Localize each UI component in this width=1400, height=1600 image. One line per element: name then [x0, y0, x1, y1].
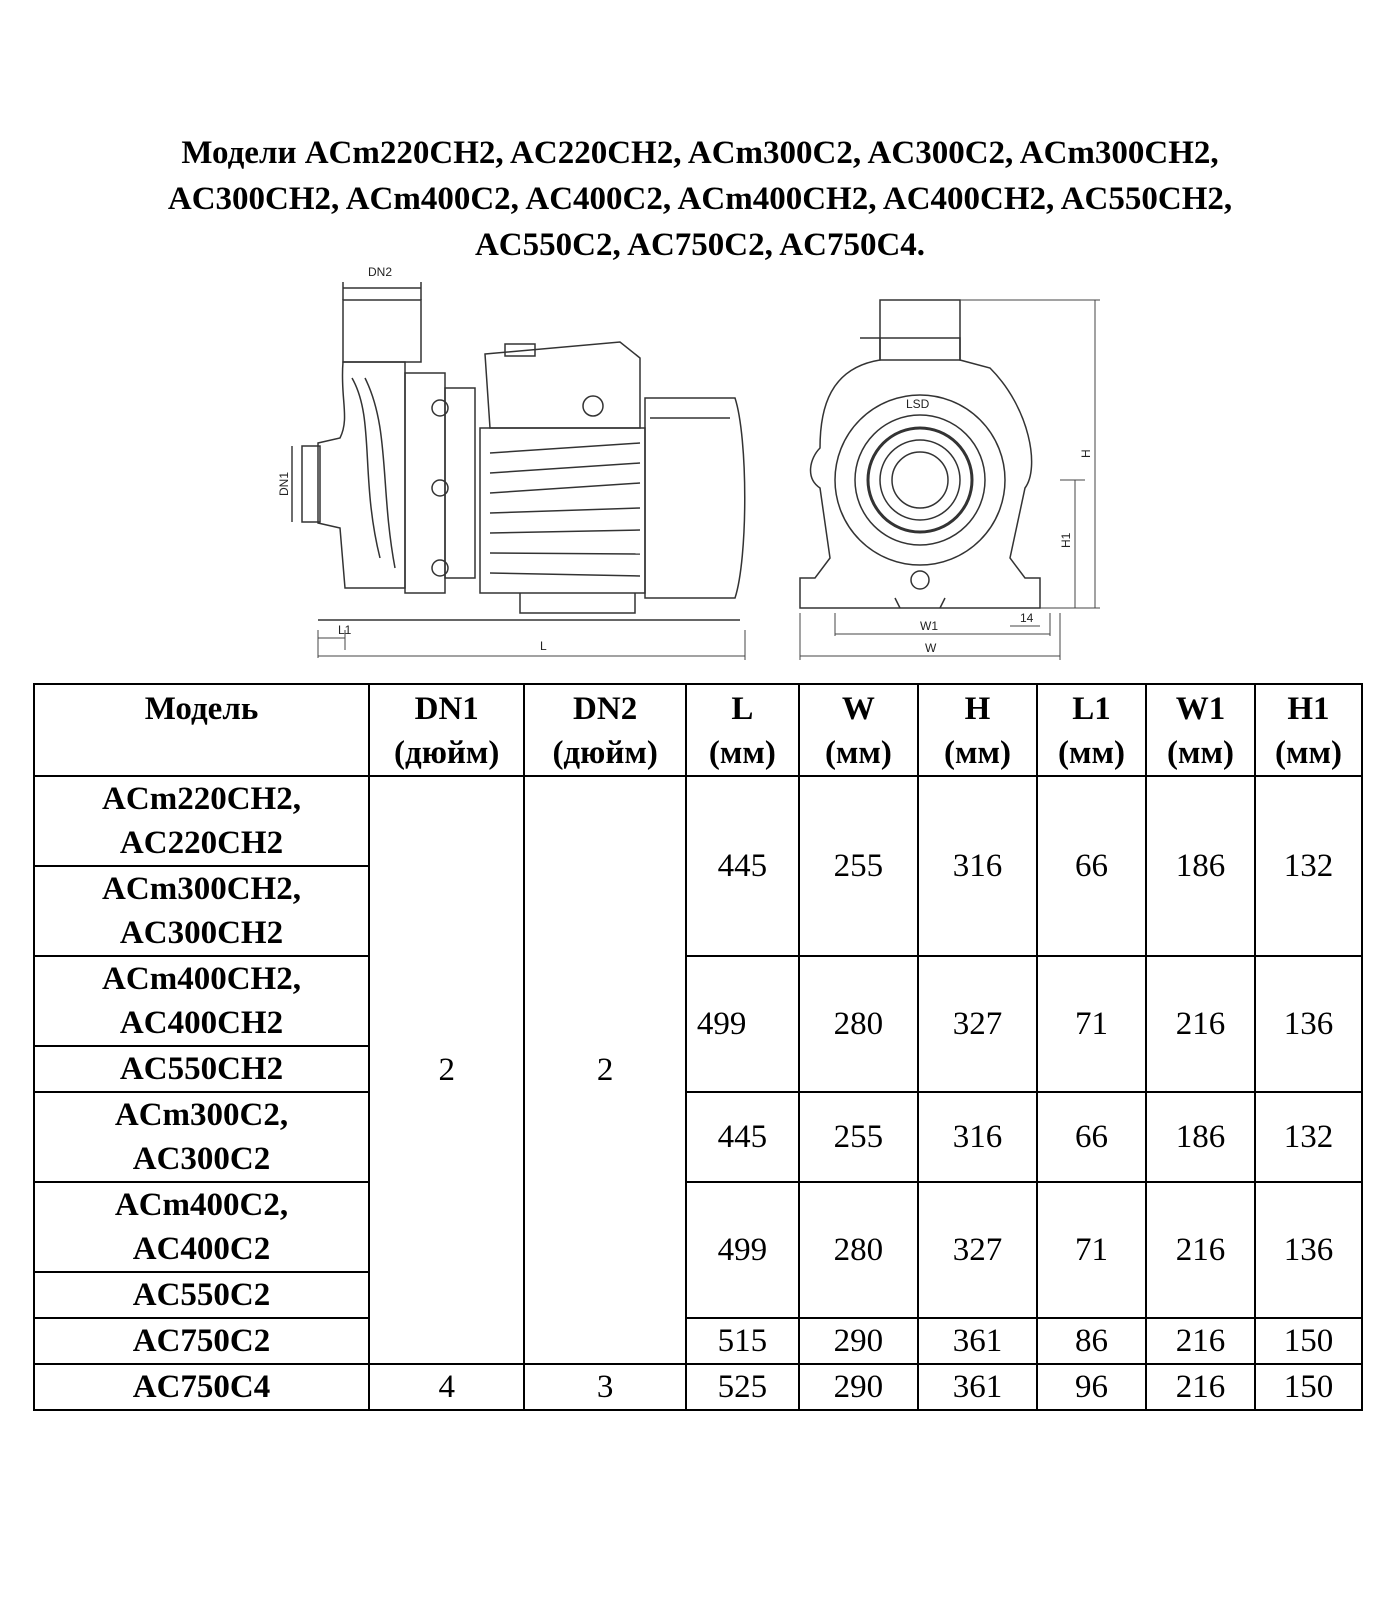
- h1-cell: 136: [1255, 956, 1362, 1092]
- terminal-box: [485, 342, 640, 428]
- w1-cell: 186: [1146, 1092, 1255, 1182]
- h1-cell: 132: [1255, 776, 1362, 956]
- w-cell: 290: [799, 1364, 918, 1410]
- w-cell: 290: [799, 1318, 918, 1364]
- label-h: H: [1079, 449, 1093, 458]
- front-view: [800, 300, 1040, 608]
- h-cell: 327: [918, 1182, 1037, 1318]
- l-cell: 515: [686, 1318, 799, 1364]
- side-view: [292, 282, 745, 620]
- label-dn2: DN2: [368, 265, 393, 279]
- header-l: L (мм): [686, 684, 799, 776]
- l1-cell: 66: [1037, 776, 1146, 956]
- l-cell: 445: [686, 776, 799, 956]
- model-cell: ACm300C2, AC300C2: [34, 1092, 369, 1182]
- dn1-merged-cell: 2: [369, 776, 524, 1364]
- w1-cell: 216: [1146, 1182, 1255, 1318]
- model-cell: ACm220CH2, AC220CH2: [34, 776, 369, 866]
- label-l: L: [540, 639, 547, 653]
- pump-drawing-svg: [0, 258, 1400, 678]
- label-w: W: [925, 641, 937, 655]
- model-cell: ACm400CH2, AC400CH2: [34, 956, 369, 1046]
- table-row: [34, 956, 1362, 1046]
- model-cell: ACm300CH2, AC300CH2: [34, 866, 369, 956]
- pump-dimension-drawing: [0, 258, 1400, 678]
- h1-cell: 150: [1255, 1318, 1362, 1364]
- outlet-flange: [343, 300, 421, 362]
- model-cell: AC750C2: [34, 1318, 369, 1364]
- model-cell: AC550C2: [34, 1272, 369, 1318]
- dimensions-table: [33, 683, 1363, 1411]
- l-cell: 499: [686, 1182, 799, 1318]
- w1-cell: 216: [1146, 1318, 1255, 1364]
- table-row: [34, 776, 1362, 866]
- front-shaft-opening: [892, 452, 948, 508]
- w1-cell: 216: [1146, 1364, 1255, 1410]
- model-cell: AC750C4: [34, 1364, 369, 1410]
- h1-cell: 150: [1255, 1364, 1362, 1410]
- h-cell: 327: [918, 956, 1037, 1092]
- l1-cell: 86: [1037, 1318, 1146, 1364]
- w-cell: 280: [799, 956, 918, 1092]
- l1-cell: 71: [1037, 956, 1146, 1092]
- fan-cover: [645, 398, 745, 598]
- page-title: [60, 130, 1340, 268]
- model-cell: ACm400C2, AC400C2: [34, 1182, 369, 1272]
- table-row: [34, 1092, 1362, 1182]
- l-cell: 525: [686, 1364, 799, 1410]
- title-line-3: AC550C2, AC750C2, AC750C4.: [474, 227, 926, 263]
- front-outlet: [880, 300, 960, 360]
- header-l1: L1 (мм): [1037, 684, 1146, 776]
- h-cell: 361: [918, 1318, 1037, 1364]
- table-header-row: [34, 684, 1362, 776]
- label-h1: H1: [1059, 532, 1073, 548]
- label-dn1: DN1: [277, 471, 291, 496]
- header-w1: W1 (мм): [1146, 684, 1255, 776]
- table-row: [34, 1182, 1362, 1272]
- header-w: W (мм): [799, 684, 918, 776]
- header-h1: H1 (мм): [1255, 684, 1362, 776]
- header-dn2: DN2 (дюйм): [524, 684, 685, 776]
- dn2-cell: 3: [524, 1364, 685, 1410]
- l-cell: 445: [686, 1092, 799, 1182]
- l1-cell: 66: [1037, 1092, 1146, 1182]
- title-line-1: Модели ACm220CH2, AC220CH2, ACm300C2, AC300C2, ACm300CH2,: [181, 135, 1219, 171]
- table-row: [34, 1364, 1362, 1410]
- front-ring-outer: [835, 395, 1005, 565]
- dn2-merged-cell: 2: [524, 776, 685, 1364]
- w1-cell: 216: [1146, 956, 1255, 1092]
- w-cell: 255: [799, 1092, 918, 1182]
- brand-label: LSD: [906, 397, 930, 411]
- dn1-cell: 4: [369, 1364, 524, 1410]
- table-row: [34, 1318, 1362, 1364]
- h-cell: 316: [918, 776, 1037, 956]
- w-cell: 255: [799, 776, 918, 956]
- l-cell: 499: [686, 956, 799, 1092]
- h1-cell: 136: [1255, 1182, 1362, 1318]
- l1-cell: 71: [1037, 1182, 1146, 1318]
- w-cell: 280: [799, 1182, 918, 1318]
- h-cell: 316: [918, 1092, 1037, 1182]
- h1-cell: 132: [1255, 1092, 1362, 1182]
- header-h: H (мм): [918, 684, 1037, 776]
- l1-cell: 96: [1037, 1364, 1146, 1410]
- title-line-2: AC300CH2, ACm400C2, AC400C2, ACm400CH2, AC400CH2, AC550CH2,: [167, 181, 1233, 217]
- model-cell: AC550CH2: [34, 1046, 369, 1092]
- h-cell: 361: [918, 1364, 1037, 1410]
- label-l1: L1: [338, 623, 352, 637]
- header-model: Модель: [34, 684, 369, 776]
- w1-cell: 186: [1146, 776, 1255, 956]
- header-dn1: DN1 (дюйм): [369, 684, 524, 776]
- label-14: 14: [1020, 611, 1034, 625]
- label-w1: W1: [920, 619, 938, 633]
